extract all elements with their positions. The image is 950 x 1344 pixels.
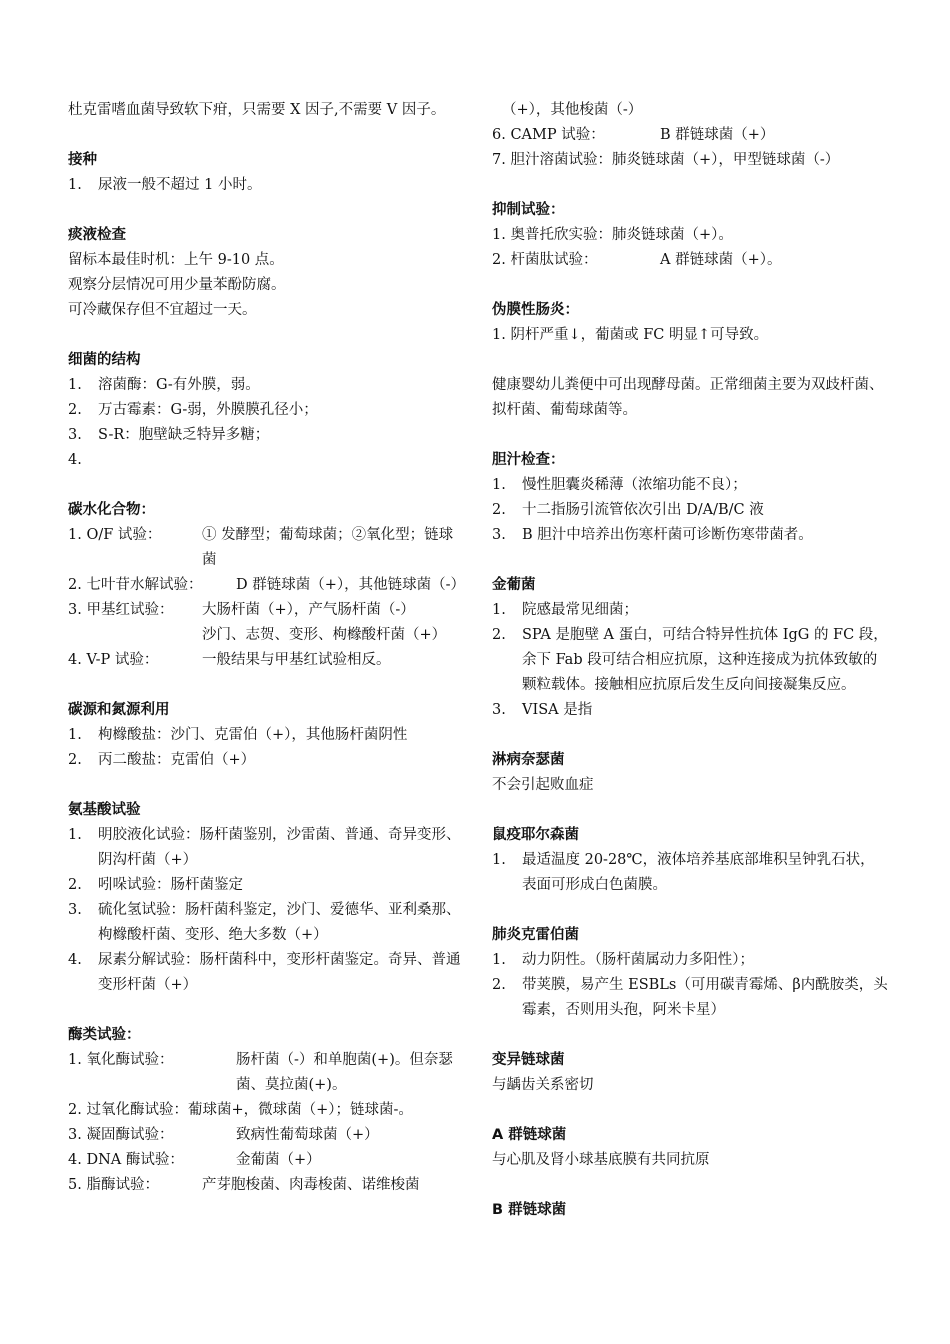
heading-amino-acid: 氨基酸试验 [68, 802, 141, 818]
of-test: 1. O/F 试验： ① 发酵型；葡萄球菌；②氧化型；链球菌 [68, 527, 454, 568]
heading-mutans: 变异链球菌 [492, 1052, 565, 1068]
klebsiella-list [492, 948, 888, 1023]
pseudo-line: 1. 阴杆严重↓，葡菌或 FC 明显↑可导致。 [492, 327, 769, 343]
list-item: 4. [68, 452, 82, 468]
heading-bile: 胆汁检查： [492, 452, 565, 468]
sputum-line: 可冷藏保存但不宜超过一天。 [68, 302, 257, 318]
list-item: 4. 尿素分解试验：肠杆菌科中，变形杆菌鉴定。奇异、普通变形杆菌（+） [68, 952, 461, 993]
inoculation-list [68, 173, 462, 198]
list-item: 1. 明胶液化试验：肠杆菌鉴别，沙雷菌、普通、奇异变形、阴沟杆菌（+） [68, 827, 461, 868]
list-item: 1. 慢性胆囊炎稀薄（浓缩功能不良）； [492, 477, 747, 493]
gono-line: 不会引起败血症 [492, 777, 594, 793]
list-item: 1. 动力阴性。（肠杆菌属动力多阳性）； [492, 952, 754, 968]
list-item: 1. 尿液一般不超过 1 小时。 [68, 177, 262, 193]
list-item: 1. 溶菌酶：G-有外膜，弱。 [68, 377, 260, 393]
carbon-list [68, 723, 462, 773]
list-item: 2. 带荚膜，易产生 ESBLs（可用碳青霉烯、β内酰胺类，头霉素，否则用头孢，阿米卡星） [492, 977, 888, 1018]
sputum-line: 观察分层情况可用少量苯酚防腐。 [68, 277, 286, 293]
lipase-test: 5. 脂酶试验： 产芽胞梭菌、肉毒梭菌、诺维梭菌 [68, 1177, 420, 1193]
heading-carbohydrate: 碳水化合物： [68, 502, 155, 518]
list-item: 3. B 胆汁中培养出伤寒杆菌可诊断伤寒带菌者。 [492, 527, 813, 543]
vp-test: 4. V-P 试验： 一般结果与甲基红试验相反。 [68, 652, 391, 668]
mutans-line: 与龋齿关系密切 [492, 1077, 594, 1093]
bile-solubility-test: 7. 胆汁溶菌试验： 肺炎链球菌（+），甲型链球菌（-） [492, 152, 840, 168]
heading-yersinia: 鼠疫耶尔森菌 [492, 827, 579, 843]
structure-list [68, 373, 462, 473]
heading-carbon-nitrogen: 碳源和氮源利用 [68, 702, 170, 718]
list-item: 3. 硫化氢试验：肠杆菌科鉴定，沙门、爱德华、亚利桑那、枸橼酸杆菌、变形、绝大多数（+） [68, 902, 461, 943]
intro-paragraph: 杜克雷嗜血菌导致软下疳，只需要 X 因子,不需要 V 因子。 [68, 102, 446, 118]
infant-paragraph: 健康婴幼儿粪便中可出现酵母菌。正常细菌主要为双歧杆菌、拟杆菌、葡萄球菌等。 [492, 377, 884, 418]
list-item: 2. 吲哚试验：肠杆菌鉴定 [68, 877, 243, 893]
group-a-line: 与心肌及肾小球基底膜有共同抗原 [492, 1152, 710, 1168]
list-item: 2. SPA 是胞壁 A 蛋白，可结合特异性抗体 IgG 的 FC 段，余下 Fab 段可结合相应抗原，这种连接成为抗体致敏的颗粒载体。接触相应抗原后发生反向间接凝集反应。 [492, 627, 888, 693]
sputum-line: 留标本最佳时机：上午 9-10 点。 [68, 252, 284, 268]
methyl-red-test-cont: 沙门、志贺、变形、枸橼酸杆菌（+） [202, 627, 447, 643]
left-column [68, 98, 466, 1198]
oxidase-test: 1. 氧化酶试验： 肠杆菌（-）和单胞菌(+)。但奈瑟菌、莫拉菌(+)。 [68, 1052, 453, 1093]
list-item: 1. 枸橼酸盐：沙门、克雷伯（+），其他肠杆菌阴性 [68, 727, 408, 743]
heading-s-aureus: 金葡菌 [492, 577, 536, 593]
dnase-test: 4. DNA 酶试验： 金葡菌（+） [68, 1152, 321, 1168]
heading-structure: 细菌的结构 [68, 352, 141, 368]
esculin-test: 2. 七叶苷水解试验： D 群链球菌（+），其他链球菌（-） [68, 577, 466, 593]
heading-group-b: B 群链球菌 [492, 1202, 567, 1218]
bacitracin-test: 2. 杆菌肽试验： A 群链球菌（+）。 [492, 252, 782, 268]
camp-test: 6. CAMP 试验： B 群链球菌（+） [492, 127, 775, 143]
heading-pseudomembranous: 伪膜性肠炎： [492, 302, 579, 318]
list-item: 3. VISA 是指 [492, 702, 593, 718]
catalase-test: 2. 过氧化酶试验： 葡球菌+，微球菌（+）；链球菌-。 [68, 1102, 413, 1118]
heading-inhibition: 抑制试验： [492, 202, 565, 218]
heading-gonorrhoeae: 淋病奈瑟菌 [492, 752, 565, 768]
list-item: 2. 万古霉素：G-弱，外膜膜孔径小； [68, 402, 318, 418]
heading-klebsiella: 肺炎克雷伯菌 [492, 927, 579, 943]
list-item: 2. 十二指肠引流管依次引出 D/A/B/C 液 [492, 502, 764, 518]
bile-list [492, 473, 888, 548]
list-item: 2. 丙二酸盐：克雷伯（+） [68, 752, 256, 768]
heading-sputum: 痰液检查 [68, 227, 126, 243]
optochin-test: 1. 奥普托欣实验： 肺炎链球菌（+）。 [492, 227, 733, 243]
amino-list [68, 823, 462, 998]
heading-group-a: A 群链球菌 [492, 1127, 567, 1143]
right-column [492, 98, 888, 1223]
s-aureus-list [492, 598, 888, 723]
list-item: 1. 院感最常见细菌； [492, 602, 638, 618]
heading-inoculation: 接种 [68, 152, 97, 168]
heading-enzyme: 酶类试验： [68, 1027, 141, 1043]
coagulase-test: 3. 凝固酶试验： 致病性葡萄球菌（+） [68, 1127, 379, 1143]
yersinia-list [492, 848, 888, 898]
list-item: 3. S-R：胞壁缺乏特异多糖； [68, 427, 270, 443]
list-item: 1. 最适温度 20-28℃，液体培养基底部堆积呈钟乳石状，表面可形成白色菌膜。 [492, 852, 875, 893]
lipase-test-cont: （+），其他梭菌（-） [502, 102, 643, 118]
methyl-red-test: 3. 甲基红试验： 大肠杆菌（+），产气肠杆菌（-） [68, 602, 415, 618]
